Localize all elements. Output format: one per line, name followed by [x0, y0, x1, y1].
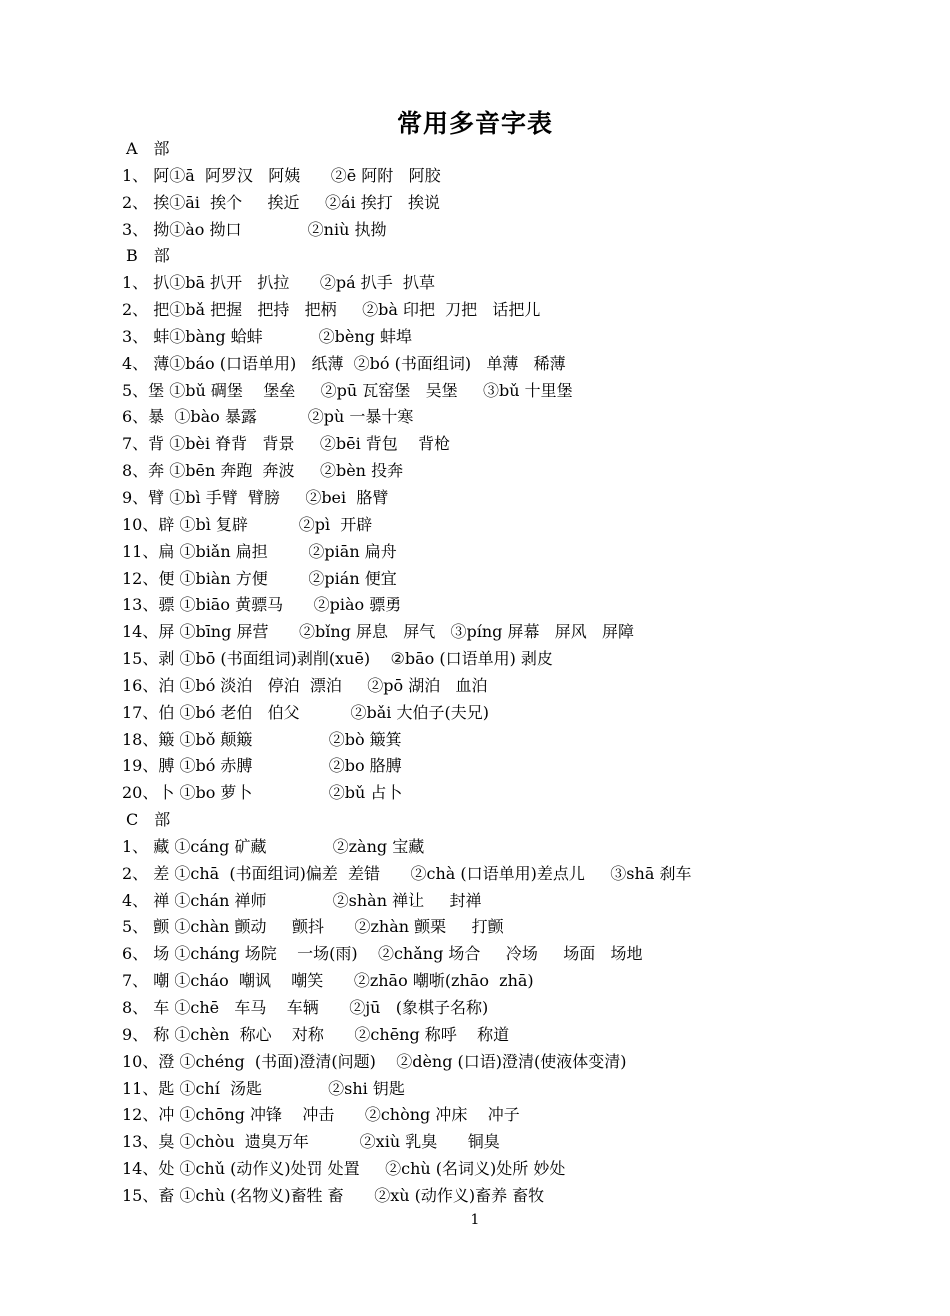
list-item: 11、扁 ①biǎn 扁担 ②piān 扁舟 — [122, 541, 397, 561]
list-item: 12、冲 ①chōng 冲锋 冲击 ②chòng 冲床 冲子 — [122, 1105, 520, 1125]
list-item: 1、 扒①bā 扒开 扒拉 ②pá 扒手 扒草 — [122, 273, 435, 293]
list-item: 15、剥 ①bō (书面组词)剥削(xuē) ②bāo (口语单用) 剥皮 — [122, 649, 553, 669]
list-item: 19、膊 ①bó 赤膊 ②bo 胳膊 — [122, 756, 402, 776]
list-item: 13、骠 ①biāo 黄骠马 ②piào 骠勇 — [122, 595, 402, 615]
page-number: 1 — [470, 1212, 480, 1228]
list-item: 7、 嘲 ①cháo 嘲讽 嘲笑 ②zhāo 嘲哳(zhāo zhā) — [122, 971, 534, 991]
list-item: 7、背 ①bèi 脊背 背景 ②bēi 背包 背枪 — [122, 434, 451, 454]
list-item: 17、伯 ①bó 老伯 伯父 ②bǎi 大伯子(夫兄) — [122, 702, 489, 722]
list-item: 6、 场 ①cháng 场院 一场(雨) ②chǎng 场合 冷场 场面 场地 — [122, 944, 643, 964]
list-item: 3、 拗①ào 拗口 ②niù 执拗 — [122, 219, 387, 239]
list-item: 10、辟 ①bì 复辟 ②pì 开辟 — [122, 514, 373, 534]
list-item: 3、 蚌①bàng 蛤蚌 ②bèng 蚌埠 — [122, 326, 412, 346]
section-heading: B 部 — [126, 246, 170, 266]
page-title: 常用多音字表 — [396, 109, 553, 138]
list-item: 14、处 ①chǔ (动作义)处罚 处置 ②chù (名词义)处所 妙处 — [122, 1159, 566, 1179]
list-item: 8、奔 ①bēn 奔跑 奔波 ②bèn 投奔 — [122, 461, 404, 481]
list-item: 8、 车 ①chē 车马 车辆 ②jū (象棋子名称) — [122, 998, 489, 1017]
list-item: 9、臂 ①bì 手臂 臂膀 ②bei 胳臂 — [122, 487, 389, 507]
list-item: 20、卜 ①bo 萝卜 ②bǔ 占卜 — [122, 783, 403, 803]
list-item: 4、 薄①báo (口语单用) 纸薄 ②bó (书面组词) 单薄 稀薄 — [122, 353, 566, 373]
list-item: 5、 颤 ①chàn 颤动 颤抖 ②zhàn 颤栗 打颤 — [122, 917, 504, 937]
list-item: 1、 阿①ā 阿罗汉 阿姨 ②ē 阿附 阿胶 — [122, 165, 441, 185]
list-item: 1、 藏 ①cáng 矿藏 ②zàng 宝藏 — [122, 836, 425, 856]
list-item: 2、 差 ①chā (书面组词)偏差 差错 ②chà (口语单用)差点儿 ③shā 刹车 — [122, 863, 692, 883]
list-item: 15、畜 ①chù (名物义)畜牲 畜 ②xù (动作义)畜养 畜牧 — [122, 1185, 545, 1205]
list-item: 5、堡 ①bǔ 碉堡 堡垒 ②pū 瓦窑堡 吴堡 ③bǔ 十里堡 — [122, 380, 573, 400]
section-heading: A 部 — [126, 139, 170, 158]
section-heading: C 部 — [126, 810, 171, 830]
polyphonic-character-list — [122, 136, 922, 1210]
list-item: 14、屏 ①bīng 屏营 ②bǐng 屏息 屏气 ③píng 屏幕 屏风 屏障 — [122, 622, 634, 642]
list-item: 2、 挨①āi 挨个 挨近 ②ái 挨打 挨说 — [122, 192, 440, 212]
list-item: 13、臭 ①chòu 遗臭万年 ②xiù 乳臭 铜臭 — [122, 1132, 500, 1152]
list-item: 2、 把①bǎ 把握 把持 把柄 ②bà 印把 刀把 话把儿 — [122, 300, 541, 320]
list-item: 16、泊 ①bó 淡泊 停泊 漂泊 ②pō 湖泊 血泊 — [122, 675, 488, 695]
list-item: 12、便 ①biàn 方便 ②pián 便宜 — [122, 568, 397, 588]
list-item: 10、澄 ①chéng (书面)澄清(问题) ②dèng (口语)澄清(使液体变清) — [122, 1051, 627, 1071]
list-item: 9、 称 ①chèn 称心 对称 ②chēng 称呼 称道 — [122, 1024, 510, 1044]
list-item: 6、暴 ①bào 暴露 ②pù 一暴十寒 — [122, 407, 414, 427]
list-item: 18、簸 ①bǒ 颠簸 ②bò 簸箕 — [122, 729, 402, 749]
list-item: 4、 禅 ①chán 禅师 ②shàn 禅让 封禅 — [122, 890, 482, 910]
list-item: 11、匙 ①chí 汤匙 ②shi 钥匙 — [122, 1078, 405, 1098]
